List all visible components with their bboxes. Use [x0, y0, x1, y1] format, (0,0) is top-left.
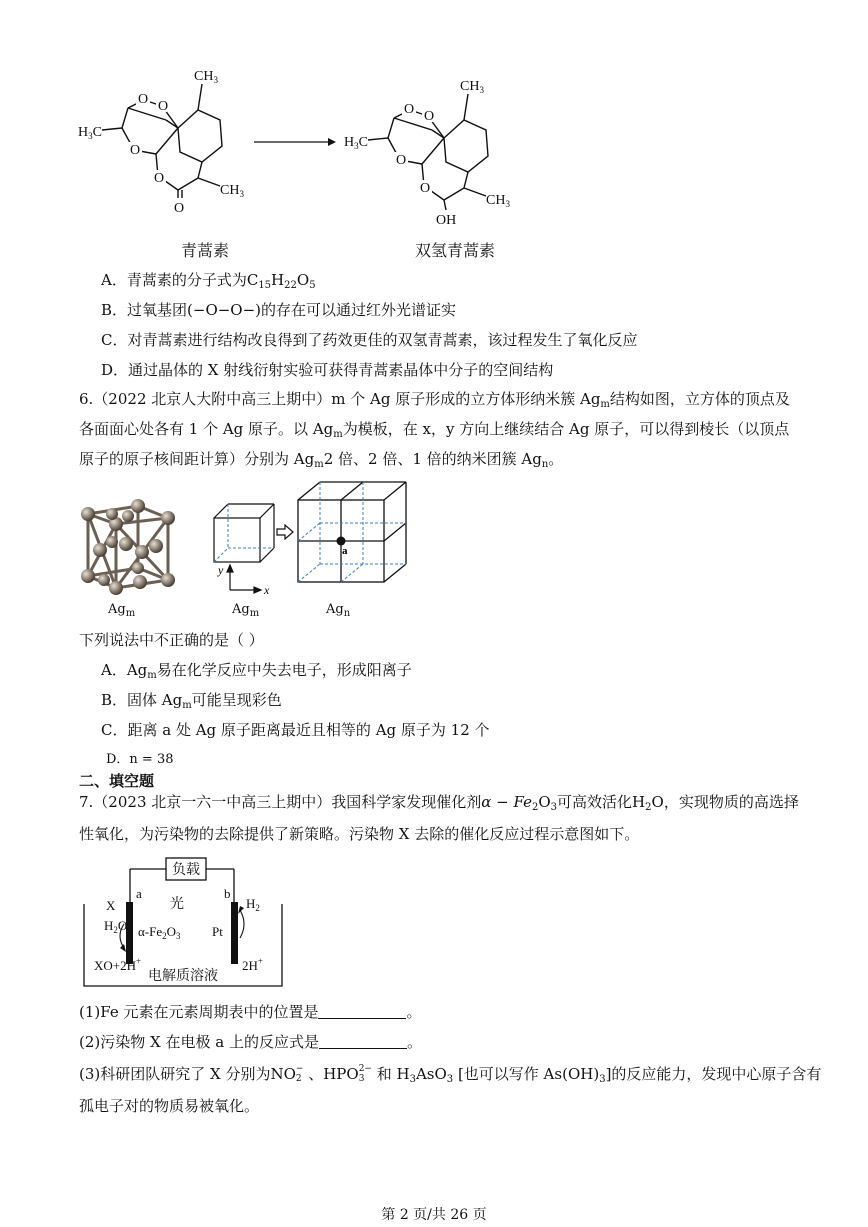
methyl-right-label-2: CH [486, 193, 506, 208]
protons-label: 2H [242, 958, 258, 973]
q6-stem-line2: 各面面心处各有 1 个 Ag 原子。以 $Ag_m$为模板，在 x，y 方向上继续结合 Ag 原子，可以得到棱长（以顶点 [79, 420, 790, 440]
svg-text:H3C: $H_3C$ [344, 135, 368, 151]
electrode-b-label: b [224, 886, 231, 901]
q7-stem-line1: 7.（2023 北京一六一中高三上期中）我国科学家发现催化剂$\alpha - Fe_2O_3$可高效活化$H_2O$，实现物质的高选择 [79, 793, 799, 813]
methyl-left-label-2: H [344, 135, 355, 150]
svg-text:O: O [154, 171, 165, 186]
svg-text:XO+2H+: XO+2H+ [94, 956, 142, 973]
svg-text:O: O [130, 143, 141, 158]
pollutant-x-label: X [106, 898, 116, 913]
transform-arrow-icon [276, 524, 294, 540]
q7-stem-line2: 性氧化，为污染物的去除提供了新策略。污染物 X 去除的催化反应过程示意图如下。 [79, 825, 640, 843]
q6-stem-line1: 6.（2022 北京人大附中高三上期中）m 个 Ag 原子形成的立方体形纳米簇 $Ag_m$结构如图，立方体的顶点及 [79, 390, 790, 410]
artemisinin-structure [70, 58, 260, 218]
platinum-label: Pt [212, 924, 223, 939]
svg-text:H3C: $H_3C$ [78, 125, 102, 141]
electrolyte-label: 电解质溶液 [148, 969, 218, 984]
section-heading: 二、填空题 [79, 772, 155, 790]
methyl-left-label: H [78, 125, 89, 140]
ag-m-label-1: $Ag_m$ [108, 602, 136, 619]
svg-text:O: O [396, 153, 407, 168]
carbonyl-oxygen-label: O [174, 201, 185, 216]
svg-text:H2: $H_2$ [246, 896, 260, 913]
methyl-top-label-2: CH [460, 79, 480, 94]
svg-text:2H+: 2H+ [242, 956, 263, 973]
catalyst-label: α-Fe [138, 924, 163, 939]
hydroxyl-label: OH [436, 213, 457, 228]
x-axis-label: x [264, 583, 270, 596]
answer-blank-2[interactable] [319, 1034, 407, 1049]
light-label: 光 [170, 897, 184, 912]
svg-text:CH3: $CH_3$ [486, 193, 510, 209]
q6-question: 下列说法中不正确的是（ ） [79, 631, 264, 649]
dihydroartemisinin-caption: 双氢青蒿素 [414, 241, 495, 260]
artemisinin-caption: 青蒿素 [180, 241, 229, 260]
methyl-top-label: CH [194, 69, 214, 84]
atom-a-label: a [342, 545, 348, 557]
q6-stem-line3: 原子的原子核间距计算）分别为 $Ag_m2$ 倍、2 倍、1 倍的纳米团簇 $Ag_n$。 [79, 450, 564, 470]
q5-option-c: C．对青蒿素进行结构改良得到了药效更佳的双氢青蒿素，该过程发生了氧化反应 [101, 331, 638, 349]
ag-m-label-2: $Ag_m$ [232, 602, 260, 619]
q6-option-c: C．距离 a 处 Ag 原子距离最近且相等的 Ag 原子为 12 个 [101, 721, 490, 739]
svg-text:CH3: $CH_3$ [220, 183, 244, 199]
y-axis-label: y [218, 563, 224, 577]
svg-text:O: O [424, 109, 435, 124]
water-label: H [104, 918, 114, 933]
hydrogen-label: H [246, 896, 256, 911]
q5-option-b: B．过氧基团(−O−O−)的存在可以通过红外光谱证实 [101, 301, 457, 319]
ag-m-ball-model [76, 492, 182, 602]
svg-text:α-Fe2O3: $\alpha-Fe_2O_3$ [138, 924, 181, 941]
electrode-a-label: a [136, 886, 142, 901]
svg-text:H2O: $H_2O$ [104, 918, 128, 935]
photoelectrolysis-cell-diagram [80, 852, 290, 992]
reaction-arrow [252, 132, 336, 152]
q7-sub2: (2)污染物 X 在电极 a 上的反应式是 。 [79, 1033, 422, 1051]
q5-option-d: D．通过晶体的 X 射线衍射实验可获得青蒿素晶体中分子的空间结构 [101, 361, 554, 379]
q7-sub1: (1)Fe 元素在元素周期表中的位置是 。 [79, 1003, 422, 1021]
answer-blank-1[interactable] [318, 1004, 406, 1019]
ag-m-cube-diagram [208, 500, 280, 596]
load-label: 负载 [172, 863, 200, 878]
q6-option-b: B．固体 $Ag_m$可能呈现彩色 [101, 691, 282, 711]
q7-sub3-line1: (3)科研团队研究了 X 分别为NO− 2 、HPO2− 3 和 $H_3AsO_3$ [也可以写作 $As(OH)_3$]的反应能力，发现中心原子含有 [79, 1064, 822, 1085]
svg-text:CH3: $CH_3$ [194, 69, 218, 85]
svg-text:O: O [158, 99, 169, 114]
page-footer: 第 2 页/共 26 页 [381, 1207, 487, 1223]
ag-n-cube-diagram [294, 478, 410, 586]
q5-option-a: A．青蒿素的分子式为$C_{15}H_{22}O_5$ [101, 271, 316, 291]
svg-text:O: O [420, 181, 431, 196]
methyl-right-label: CH [220, 183, 240, 198]
q7-sub3-line2: 孤电子对的物质易被氧化。 [79, 1097, 260, 1115]
dihydroartemisinin-structure [336, 68, 526, 228]
q6-option-d: D．n = 38 [106, 752, 174, 767]
ag-n-label: $Ag_n$ [326, 602, 351, 619]
svg-text:O: O [404, 102, 415, 117]
product-label: XO+2H [94, 958, 136, 973]
svg-text:CH3: $CH_3$ [460, 79, 484, 95]
svg-text:O: O [138, 92, 149, 107]
q6-option-a: A．$Ag_m$易在化学反应中失去电子，形成阳离子 [101, 661, 412, 681]
